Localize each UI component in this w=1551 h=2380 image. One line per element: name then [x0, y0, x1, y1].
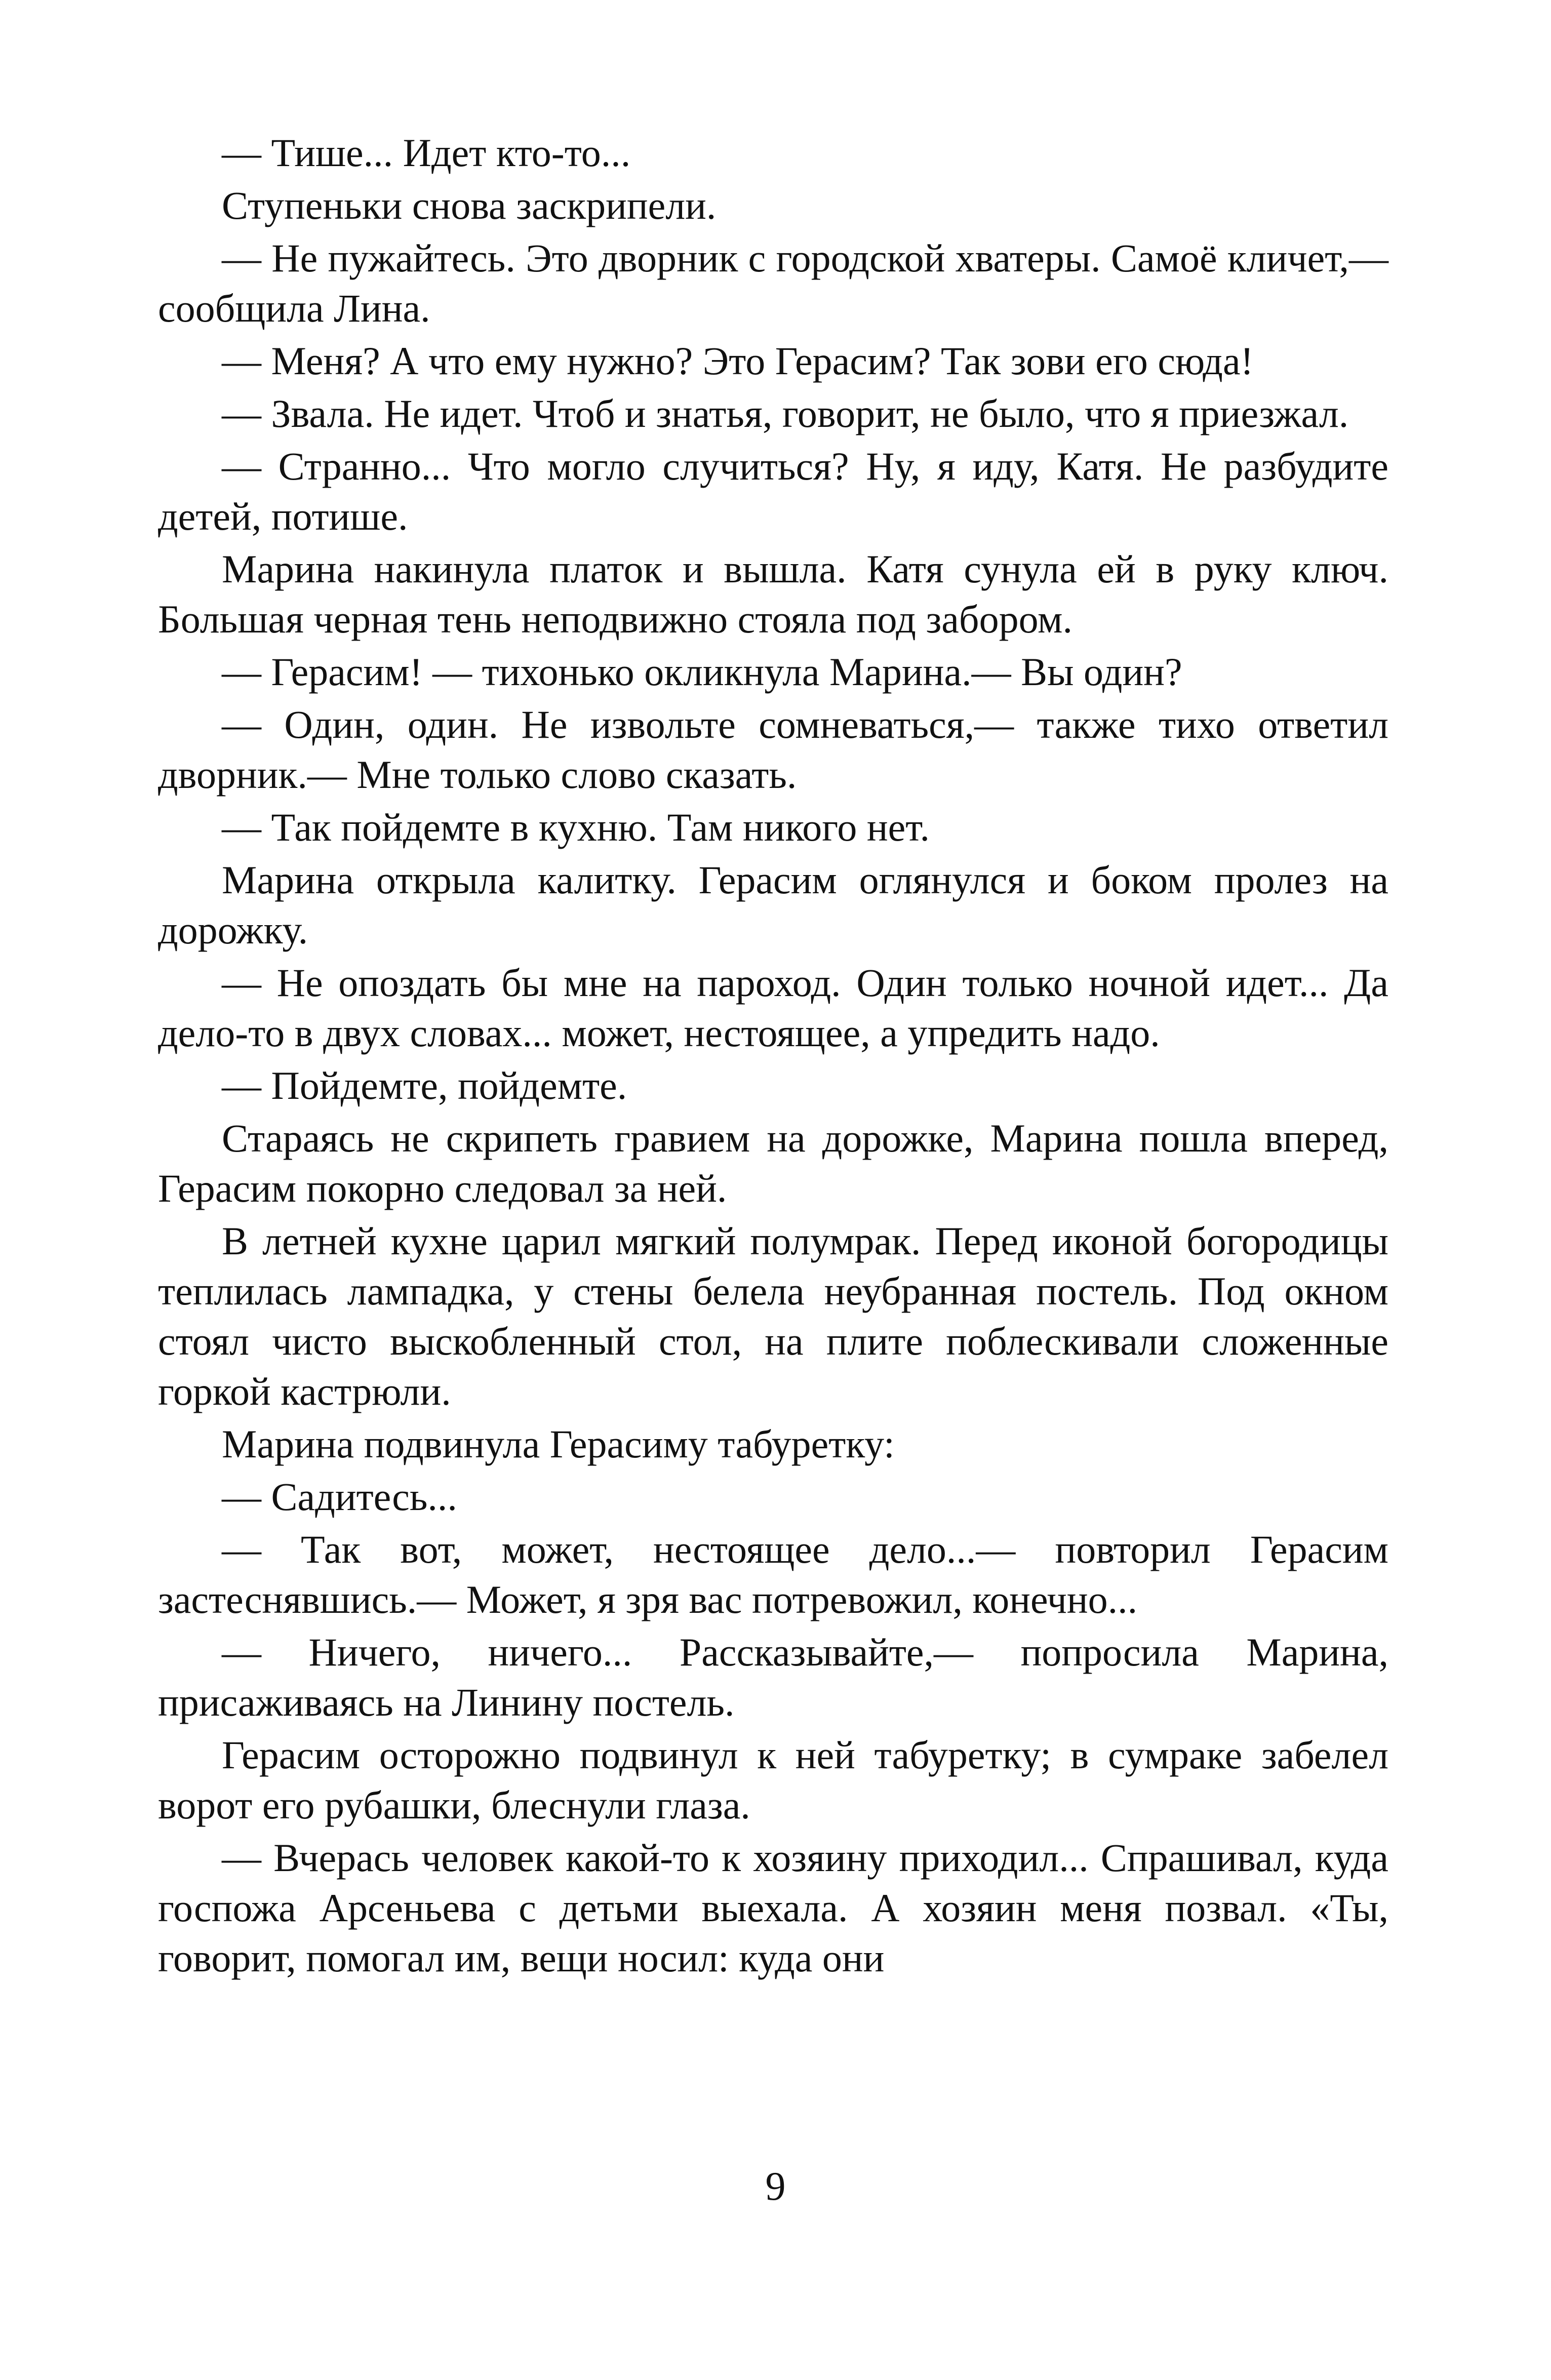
paragraph-20: Герасим осторожно подвинул к ней табуретку; в сумраке забелел ворот его рубашки, блеснули глаза.	[158, 1733, 1388, 1827]
paragraph-17: — Садитесь...	[222, 1475, 457, 1519]
paragraph-9: — Один, один. Не извольте сомневаться,— также тихо ответил дворник.— Мне только слово сказать.	[158, 702, 1388, 797]
paragraph-11: Марина открыла калитку. Герасим оглянулся и боком пролез на дорожку.	[158, 858, 1388, 952]
paragraph-19: — Ничего, ничего... Рассказывайте,— попросила Марина, присаживаясь на Линину постель.	[158, 1630, 1388, 1724]
paragraph-2: Ступеньки снова заскрипели.	[222, 183, 717, 227]
paragraph-5: — Звала. Не идет. Чтоб и знатья, говорит, не было, что я приезжал.	[222, 391, 1349, 435]
paragraph-7: Марина накинула платок и вышла. Катя сунула ей в руку ключ. Большая черная тень неподвижно стояла под забором.	[158, 547, 1388, 641]
paragraph-13: — Пойдемте, пойдемте.	[222, 1063, 627, 1107]
paragraph-10: — Так пойдемте в кухню. Там никого нет.	[222, 805, 930, 849]
paragraph-8: — Герасим! — тихонько окликнула Марина.— Вы один?	[222, 650, 1182, 694]
paragraph-6: — Странно... Что могло случиться? Ну, я иду, Катя. Не разбудите детей, потише.	[158, 444, 1388, 538]
paragraph-12: — Не опоздать бы мне на пароход. Один только ночной идет... Да дело-то в двух словах... может, нестоящее, а упредить надо.	[158, 961, 1388, 1055]
body-text	[158, 128, 1388, 1983]
paragraph-1: — Тише... Идет кто-то...	[222, 131, 631, 175]
paragraph-14: Стараясь не скрипеть гравием на дорожке, Марина пошла вперед, Герасим покорно следовал за ней.	[158, 1116, 1388, 1210]
paragraph-4: — Меня? А что ему нужно? Это Герасим? Так зови его сюда!	[222, 339, 1254, 383]
paragraph-16: Марина подвинула Герасиму табуретку:	[222, 1422, 895, 1466]
paragraph-18: — Так вот, может, нестоящее дело...— повторил Герасим застеснявшись.— Может, я зря вас потревожил, конечно...	[158, 1527, 1388, 1621]
paragraph-15: В летней кухне царил мягкий полумрак. Перед иконой богородицы теплилась лампадка, у стены белела неубранная постель. Под окном стоял чисто выскобленный стол, на плите поблескивали сложенные горкой кастрюли.	[158, 1219, 1388, 1413]
page-number: 9	[765, 2164, 786, 2209]
paragraph-21: — Вчерась человек какой-то к хозяину приходил... Спрашивал, куда госпожа Арсеньева с детьми выехала. А хозяин меня позвал. «Ты, говорит, помогал им, вещи носил: куда они	[158, 1836, 1388, 1980]
paragraph-3: — Не пужайтесь. Это дворник с городской хватеры. Самоё кличет,— сообщила Лина.	[158, 236, 1388, 330]
